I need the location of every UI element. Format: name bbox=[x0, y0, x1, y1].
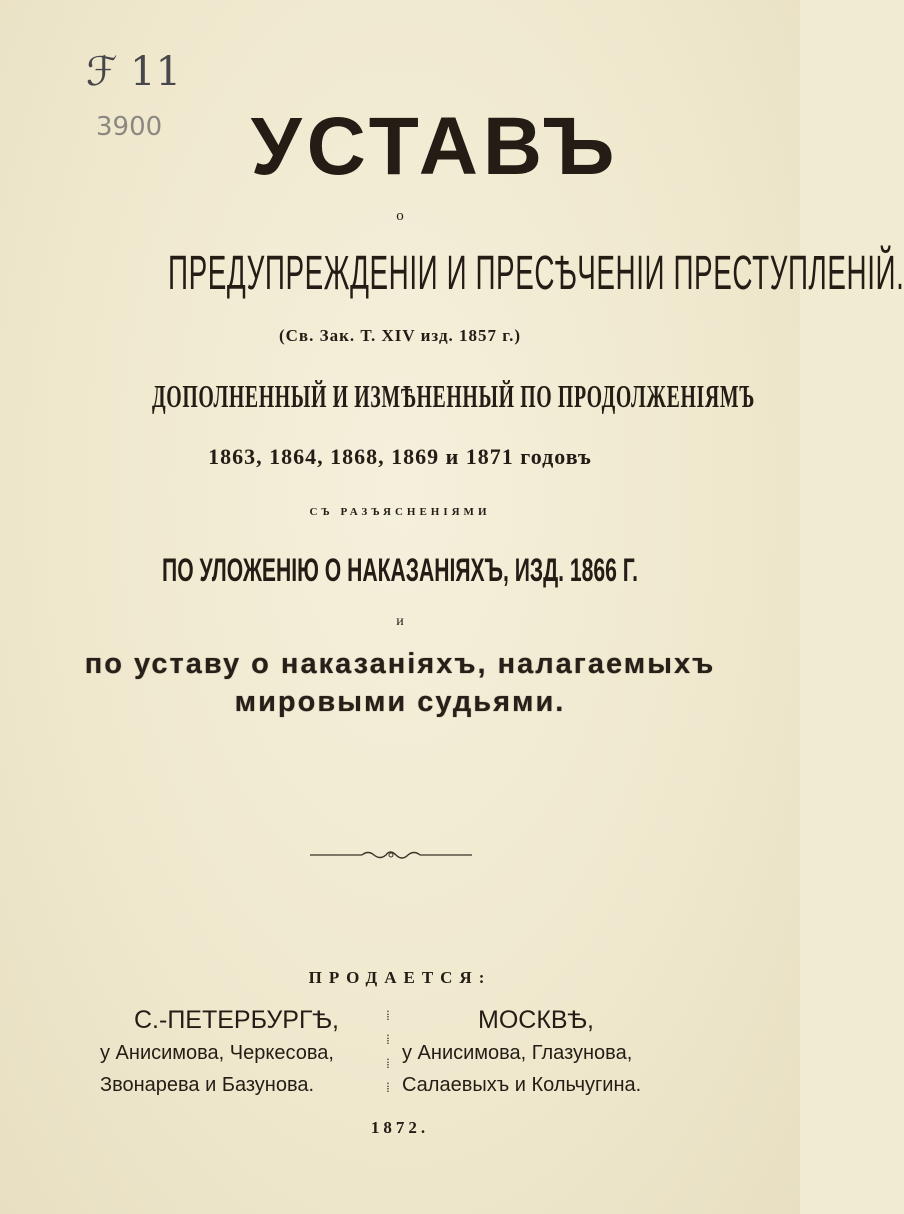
spb-sellers-line-2: Звонарева и Базунова. bbox=[100, 1074, 315, 1096]
ustav-line-2: мировыми судьями. bbox=[234, 686, 566, 718]
explanations-line: СЪ РАЗЪЯСНЕНІЯМИ bbox=[309, 506, 491, 518]
ulozhenie-line: ПО УЛОЖЕНІЮ О НАКАЗАНІЯХЪ, ИЗД. 1866 Г. bbox=[162, 552, 638, 588]
stamp-number: 3900 bbox=[96, 112, 163, 142]
amended-line: ДОПОЛНЕННЫЙ И ИЗМѢНЕННЫЙ ПО ПРОДОЛЖЕНІЯМЪ bbox=[152, 378, 755, 414]
for-sale-heading: ПРОДАЕТСЯ: bbox=[308, 968, 492, 987]
brace-divider-icon: ⁞ ⁞ ⁞ ⁞ bbox=[386, 1008, 390, 1096]
handwritten-shelf-mark: ℱ 11 bbox=[86, 49, 182, 95]
city-spb: С.-ПЕТЕРБУРГѢ, bbox=[134, 1006, 339, 1034]
spb-sellers-line-1: у Анисимова, Черкесова, bbox=[100, 1042, 334, 1064]
ustav-line-1: по уставу о наказаніяхъ, налагаемыхъ bbox=[84, 648, 716, 680]
subject-heading: ПРЕДУПРЕЖДЕНІИ И ПРЕСѢЧЕНІИ ПРЕСТУПЛЕНІЙ. bbox=[168, 247, 904, 300]
ornament-divider-icon bbox=[310, 845, 472, 865]
years-line: 1863, 1864, 1868, 1869 и 1871 годовъ bbox=[208, 444, 592, 469]
city-moscow: МОСКВѢ, bbox=[478, 1006, 594, 1034]
publication-year: 1872. bbox=[370, 1118, 430, 1137]
code-reference: (Св. Зак. Т. XIV изд. 1857 г.) bbox=[278, 326, 522, 345]
preposition-o: о bbox=[396, 208, 404, 224]
moscow-sellers-line-2: Салаевыхъ и Кольчугина. bbox=[402, 1074, 642, 1096]
moscow-sellers-line-1: у Анисимова, Глазунова, bbox=[402, 1042, 633, 1064]
conjunction: и bbox=[396, 614, 404, 629]
book-title: УСТАВЪ bbox=[250, 101, 620, 192]
